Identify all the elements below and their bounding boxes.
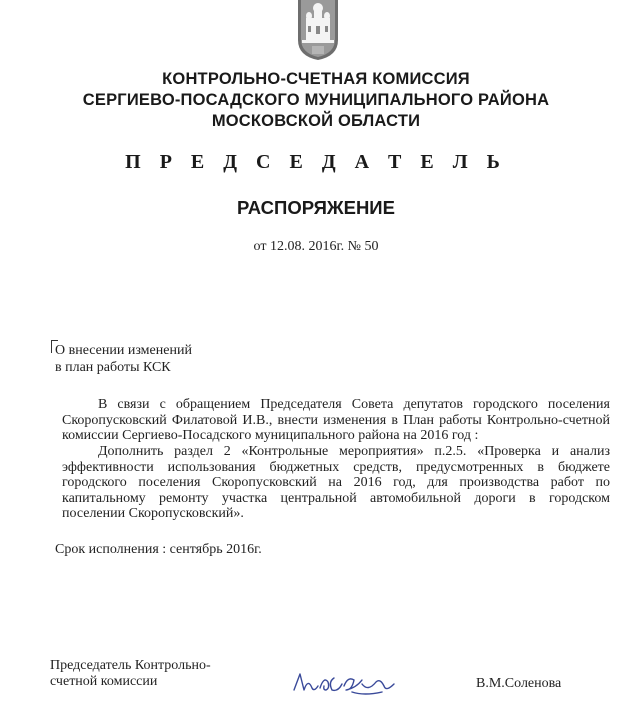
order-date-number: от 12.08. 2016г. № 50: [253, 239, 379, 254]
signatory-position-line-1: Председатель Контрольно-: [50, 658, 211, 673]
deadline-text: Срок исполнения : сентябрь 2016г.: [55, 542, 262, 557]
order-title: РАСПОРЯЖЕНИЕ: [237, 197, 395, 218]
subject-line-1: О внесении изменений: [55, 343, 192, 358]
paragraph-2-line-2: эффективности использования бюджетных средств, предусмотренных в бюджете: [62, 459, 610, 475]
paragraph-1-line-2: Скоропусковский Филатовой И.В., внести изменения в План работы Контрольно-счетной: [62, 412, 610, 428]
org-title-line-1: КОНТРОЛЬНО-СЧЕТНАЯ КОМИССИЯ: [162, 70, 470, 88]
subject-line-2: в план работы КСК: [55, 360, 171, 375]
paragraph-2-line-5: поселении Скоропусковский».: [62, 506, 244, 521]
signatory-position: [50, 658, 211, 690]
chairman-heading: П Р Е Д С Е Д А Т Е Л Ь: [125, 151, 507, 173]
paragraph-2: [62, 444, 610, 522]
signatory-position-line-2: счетной комиссии: [50, 674, 158, 689]
signatory-name: В.М.Соленова: [476, 676, 562, 691]
paragraph-2-line-1: Дополнить раздел 2 «Контрольные мероприятия» п.2.5. «Проверка и анализ: [98, 444, 610, 459]
paragraph-2-line-3: городского поселения Скоропусковский на 2016 год, для производства работ по: [62, 475, 610, 490]
coat-of-arms-emblem: [296, 0, 340, 60]
paragraph-1: [62, 397, 610, 444]
paragraph-1-line-1: В связи с обращением Председателя Совета депутатов городского поселения: [98, 397, 610, 412]
subject-block: [55, 342, 192, 376]
handwritten-signature: [290, 668, 400, 698]
org-title-line-2: СЕРГИЕВО-ПОСАДСКОГО МУНИЦИПАЛЬНОГО РАЙОНА: [82, 91, 550, 109]
org-title-line-3: МОСКОВСКОЙ ОБЛАСТИ: [211, 112, 421, 130]
paragraph-2-line-4: капитальному ремонту участка центральной автомобильной дороги в городском: [62, 490, 610, 506]
paragraph-1-line-3: комиссии Сергиево-Посадского муниципального района на 2016 год :: [62, 428, 479, 443]
